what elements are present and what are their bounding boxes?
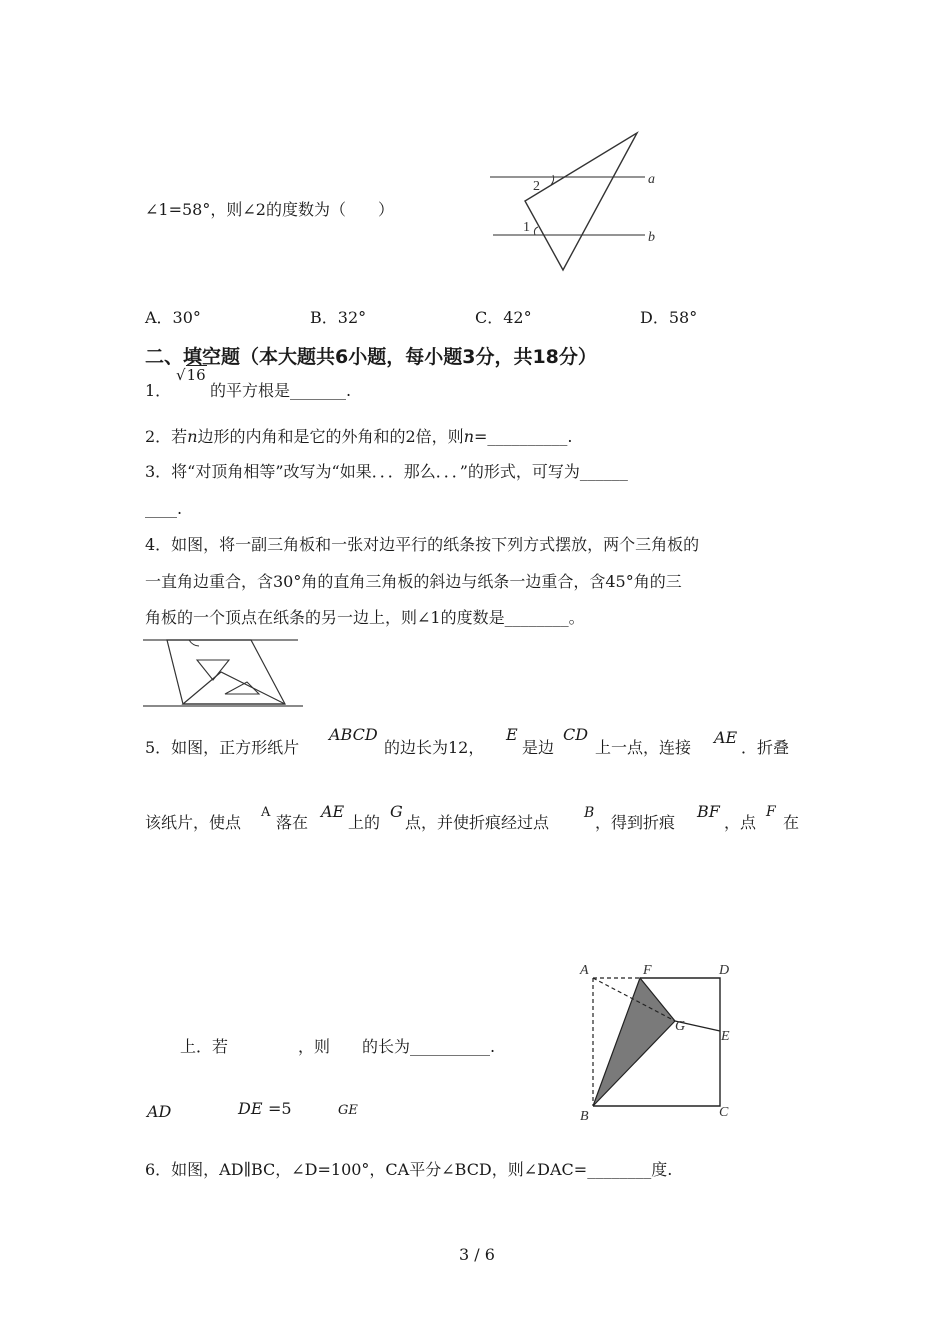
- var-ad: AD: [147, 1102, 172, 1121]
- option-a: A．30°: [145, 308, 201, 327]
- fig-label-d: D: [719, 963, 730, 978]
- var-b: B: [584, 805, 595, 821]
- de-value: =5: [268, 1099, 292, 1118]
- var-ae-2: AE: [321, 802, 345, 821]
- q5-line2-lead: 该纸片，使点: [145, 813, 242, 832]
- radicand: 16: [186, 366, 206, 384]
- var-ae: AE: [714, 728, 738, 747]
- line-b-label: b: [648, 230, 655, 245]
- line-a-label: a: [648, 172, 655, 187]
- q5-line3-then: ，则: [298, 1037, 331, 1056]
- option-d: D．58°: [640, 308, 698, 327]
- fig-label-f: F: [643, 963, 652, 978]
- var-e: E: [506, 725, 518, 744]
- q2-text: 2．若n边形的内角和是它的外角和的2倍，则n=__________.: [145, 427, 573, 446]
- var-g: G: [390, 802, 403, 821]
- section-heading: 二、填空题（本大题共6小题，每小题3分，共18分）: [145, 346, 597, 368]
- fig-label-b: B: [580, 1109, 589, 1124]
- q5-line2-pointf: ，点: [724, 813, 757, 832]
- q3-line2: ____.: [145, 499, 183, 518]
- fig-label-e: E: [721, 1029, 730, 1044]
- q5-line1-lead: 5．如图，正方形纸片: [145, 738, 300, 757]
- q6-text: 6．如图，AD∥BC，∠D=100°，CA平分∠BCD，则∠DAC=________度.: [145, 1160, 673, 1179]
- var-de: DE: [238, 1099, 263, 1118]
- angle-1-label: 1: [523, 220, 530, 235]
- var-bf: BF: [697, 802, 720, 821]
- q1-text: 的平方根是_______.: [210, 381, 352, 400]
- q5-line1-edge: 是边: [522, 738, 555, 757]
- q4-line1: 4．如图，将一副三角板和一张对边平行的纸条按下列方式摆放，两个三角板的: [145, 535, 700, 554]
- sqrt-symbol: √: [176, 366, 186, 384]
- q5-line1-connect: 上一点，连接: [595, 738, 692, 757]
- q5-line3-length: 的长为__________.: [362, 1037, 496, 1056]
- q4-line3: 角板的一个顶点在纸条的另一边上，则∠1的度数是________。: [145, 608, 585, 627]
- var-cd: CD: [563, 725, 589, 744]
- q5-line1-side: 的边长为12，: [384, 738, 485, 757]
- option-c: C．42°: [475, 308, 532, 327]
- fig-label-g: G: [675, 1019, 686, 1034]
- q5-line2-point: 点，并使折痕经过点: [405, 813, 550, 832]
- fig-label-c: C: [719, 1105, 729, 1120]
- fig-label-a: A: [580, 963, 589, 978]
- q3-line1: 3．将“对顶角相等”改写为“如果．．．那么．．．”的形式，可写为______: [145, 462, 628, 481]
- var-abcd: ABCD: [329, 725, 378, 744]
- q5-line2-on: 上的: [348, 813, 381, 832]
- prev-question-stem: ∠1=58°，则∠2的度数为（ ）: [145, 200, 394, 219]
- var-f: F: [766, 804, 776, 820]
- square-fold-figure: [575, 958, 745, 1128]
- q5-line1-fold: ．折叠: [741, 738, 790, 757]
- q1-number: 1．: [145, 381, 172, 400]
- q5-line2-fall: 落在: [276, 813, 309, 832]
- option-b: B．32°: [310, 308, 367, 327]
- var-ge: GE: [338, 1103, 358, 1118]
- set-squares-figure: [143, 632, 308, 714]
- q4-line2: 一直角边重合，含30°角的直角三角板的斜边与纸条一边重合，含45°角的三: [145, 572, 682, 591]
- page-number: 3 / 6: [459, 1245, 495, 1264]
- point-a-text: A: [261, 805, 271, 820]
- q5-line3-on: 上．若: [180, 1037, 229, 1056]
- parallel-lines-triangle-figure: [485, 125, 675, 275]
- q1-sqrt: [176, 366, 207, 384]
- angle-2-label: 2: [533, 179, 540, 194]
- q5-line2-at: 在: [783, 813, 800, 832]
- q5-line2-crease: ，得到折痕: [595, 813, 676, 832]
